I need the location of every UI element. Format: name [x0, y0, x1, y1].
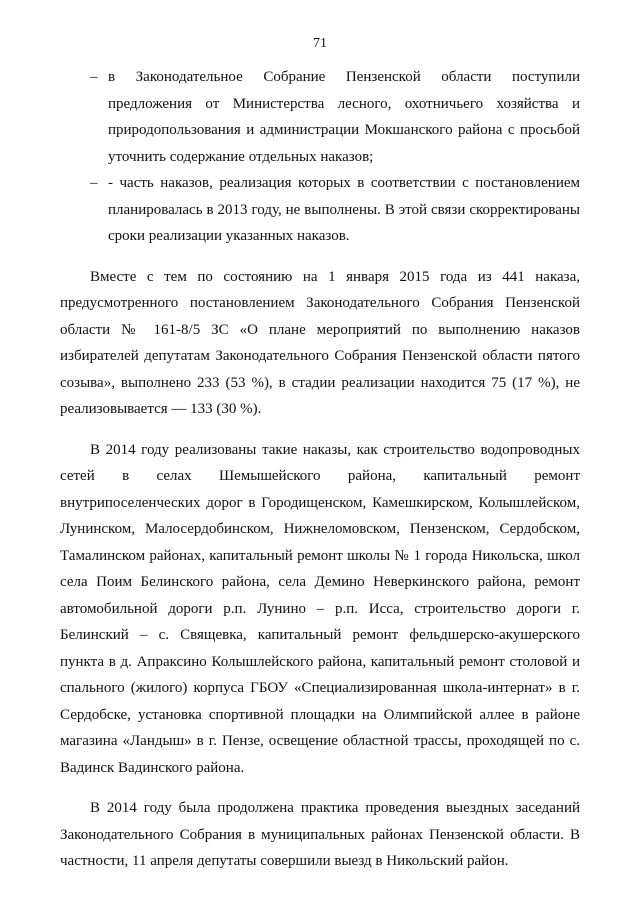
page-number: 71: [313, 36, 327, 51]
bullet-text: в Законодательное Собрание Пензенской области поступили предложения от Министерства лесного, охотничьего хозяйства и природопользования и администрации Мокшанского района с просьбой уточнить содержание отдельных наказов;: [108, 69, 580, 165]
document-body: [60, 64, 580, 875]
bullet-item: [60, 170, 580, 250]
bullet-dash: –: [90, 69, 98, 85]
bullet-dash: –: [90, 175, 98, 191]
bullet-text: - часть наказов, реализация которых в соответствии с постановлением планировалась в 2013 году, не выполнены. В этой связи скорректированы сроки реализации указанных наказов.: [108, 175, 580, 244]
bullet-item: [60, 64, 580, 170]
paragraph: В 2014 году реализованы такие наказы, как строительство водопроводных сетей в селах Шемышейского района, капитальный ремонт внутрипоселенческих дорог в Городищенском, Камешкирском, Колышлейском, Лунинском, Малосердобинском, Нижнеломовском, Пензенском, Сердобском, Тамалинском районах, капитальный ремонт школы № 1 города Никольска, школ села Поим Белинского района, села Демино Неверкинского района, ремонт автомобильной дороги р.п. Лунино – р.п. Исса, строительство дороги г. Белинский – с. Свящевка, капитальный ремонт фельдшерско-акушерского пункта в д. Апраксино Колышлейского района, капитальный ремонт столовой и спального (жилого) корпуса ГБОУ «Специализированная школа-интернат» в г. Сердобске, установка спортивной площадки на Олимпийской аллее в районе магазина «Ландыш» в г. Пензе, освещение областной трассы, проходящей по с. Вадинск Вадинского района.: [60, 441, 580, 776]
paragraph: В 2014 году была продолжена практика проведения выездных заседаний Законодательного Собрания в муниципальных районах Пензенской области. В частности, 11 апреля депутаты совершили выезд в Никольский район.: [60, 800, 580, 869]
paragraph: Вместе с тем по состоянию на 1 января 2015 года из 441 наказа, предусмотренного постановлением Законодательного Собрания Пензенской области № 161-8/5 ЗС «О плане мероприятий по выполнению наказов избирателей депутатам Законодательного Собрания Пензенской области пятого созыва», выполнено 233 (53 %), в стадии реализации находится 75 (17 %), не реализовывается — 133 (30 %).: [60, 268, 580, 417]
